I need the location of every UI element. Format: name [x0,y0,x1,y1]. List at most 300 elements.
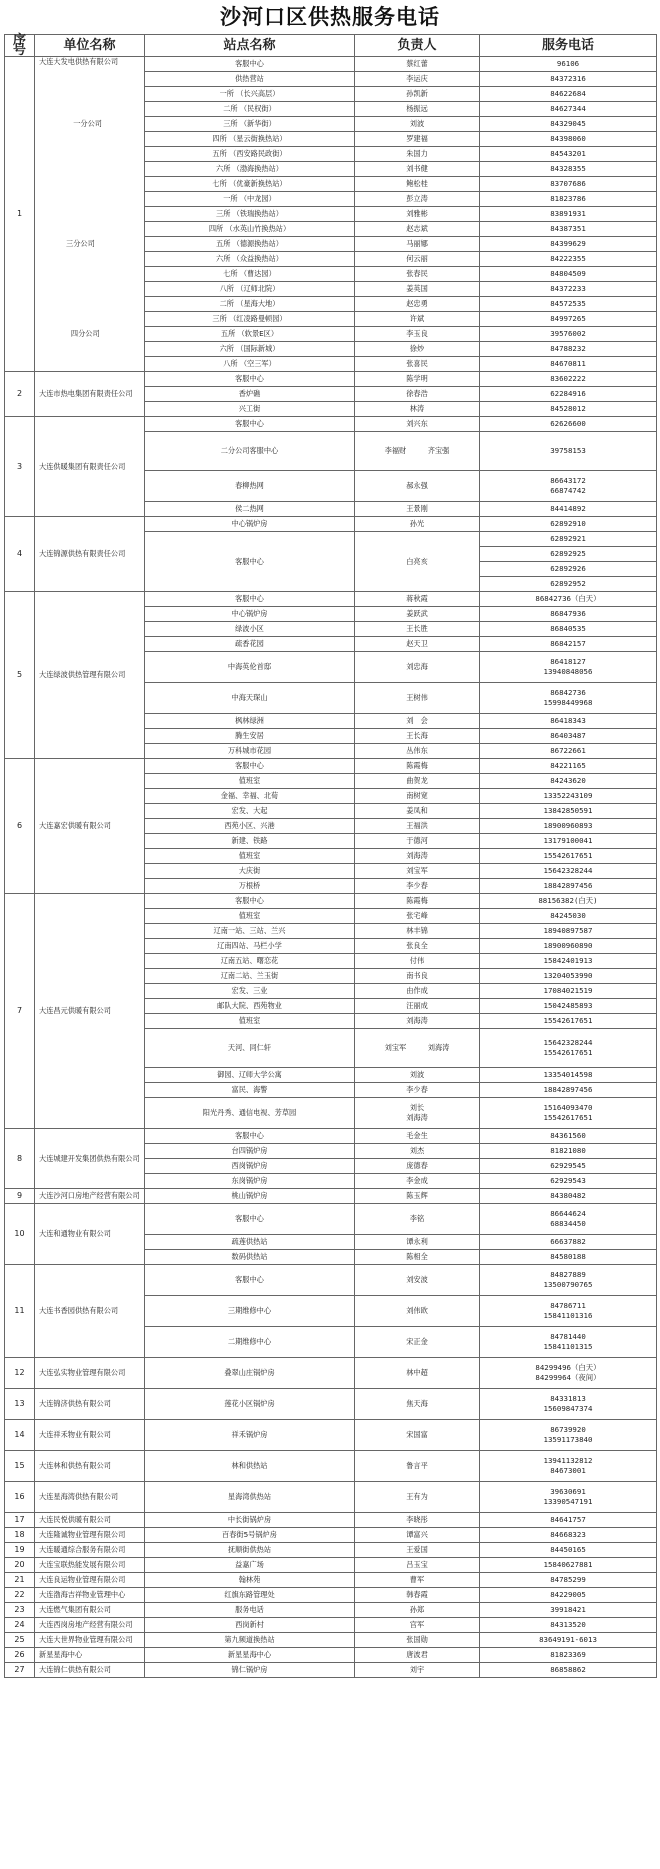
person-cell: 张喜民 [355,357,480,372]
station-cell: 疏香花园 [145,637,355,652]
station-cell: 六所 （渤海换热站） [145,162,355,177]
person-cell: 刘忠海 [355,652,480,683]
person-cell: 刘杰 [355,1144,480,1159]
phone-cell: 39918421 [480,1603,657,1618]
seq-cell: 22 [5,1588,35,1603]
phone-cell: 84786711 15841101316 [480,1296,657,1327]
org-cell: 大连沙河口房地产经营有限公司 [35,1189,145,1204]
table-row [5,517,657,532]
phone-cell: 62892925 [480,547,657,562]
station-cell: 天河、同仁轩 [145,1029,355,1068]
station-cell: 七所 （优豪新换热站） [145,177,355,192]
station-cell: 第九频道换热站 [145,1633,355,1648]
station-cell: 御园、辽师大学公寓 [145,1068,355,1083]
phone-cell: 15542617651 [480,849,657,864]
phone-cell: 84622684 [480,87,657,102]
org-cell: 大连锦仁供热有限公司 [35,1663,145,1678]
seq-cell: 24 [5,1618,35,1633]
branch-label: 一分公司 [73,119,102,129]
person-cell: 赵天卫 [355,637,480,652]
station-cell: 锦仁锅炉房 [145,1663,355,1678]
person-cell: 曲贺龙 [355,774,480,789]
station-cell: 红旗东路管理处 [145,1588,355,1603]
phone-cell: 83707686 [480,177,657,192]
phone-cell: 81821080 [480,1144,657,1159]
station-cell: 一分公司 三所 （新华街） [145,117,355,132]
phone-cell: 84398060 [480,132,657,147]
person-cell: 陈学明 [355,372,480,387]
org-cell: 大连隆诚物业管理有限公司 [35,1528,145,1543]
phone-cell: 86644624 68834450 [480,1204,657,1235]
station-cell: 五所 （西安路民政街） [145,147,355,162]
person-cell: 刘 会 [355,714,480,729]
station-cell: 辽南一站、三站、兰兴 [145,924,355,939]
station-cell: 叠翠山庄锅炉房 [145,1358,355,1389]
person-cell: 王有为 [355,1482,480,1513]
seq-cell: 1 [5,57,35,372]
person-cell: 刘安波 [355,1265,480,1296]
table-row [5,1265,657,1296]
phone-cell: 84229005 [480,1588,657,1603]
station-cell: 值班室 [145,909,355,924]
seq-cell: 4 [5,517,35,592]
station-cell: 西苑小区、兴港 [145,819,355,834]
seq-cell: 17 [5,1513,35,1528]
phone-cell: 13204053990 [480,969,657,984]
person-cell: 许斌 [355,312,480,327]
header-org: 单位名称 [35,35,145,57]
phone-cell: 84372233 [480,282,657,297]
phone-cell: 13179100041 [480,834,657,849]
phone-cell: 83602222 [480,372,657,387]
seq-cell: 7 [5,894,35,1129]
station-cell: 数码供热站 [145,1250,355,1265]
person-cell: 陈霞梅 [355,894,480,909]
phone-cell: 84997265 [480,312,657,327]
station-cell: 东岗锅炉房 [145,1174,355,1189]
table-row [5,1528,657,1543]
person-cell: 孙凯新 [355,87,480,102]
phone-cell: 84245030 [480,909,657,924]
phone-cell: 86418127 13940848056 [480,652,657,683]
person-cell: 李晓彤 [355,1513,480,1528]
station-cell: 宏发、三业 [145,984,355,999]
phone-cell: 62929545 [480,1159,657,1174]
table-row [5,1204,657,1235]
phone-cell: 84572535 [480,297,657,312]
person-cell: 刘海涛 [355,1014,480,1029]
person-cell: 王福洪 [355,819,480,834]
header-station: 站点名称 [145,35,355,57]
station-cell: 绿波小区 [145,622,355,637]
table-row [5,372,657,387]
person-cell: 王爱国 [355,1543,480,1558]
person-cell: 杨振远 [355,102,480,117]
person-cell: 付伟 [355,954,480,969]
person-cell: 姜凤和 [355,804,480,819]
phone-cell: 86847936 [480,607,657,622]
person-cell: 曹军 [355,1573,480,1588]
phone-cell: 84399629 [480,237,657,252]
seq-cell: 12 [5,1358,35,1389]
table-row [5,759,657,774]
seq-cell: 19 [5,1543,35,1558]
phone-cell: 39576002 [480,327,657,342]
station-cell: 客服中心 [145,1129,355,1144]
seq-cell: 5 [5,592,35,759]
station-cell: 莲花小区锅炉房 [145,1389,355,1420]
station-cell: 七所 （曹达园） [145,267,355,282]
station-cell: 兴工街 [145,402,355,417]
person-cell: 汪丽成 [355,999,480,1014]
phone-cell: 84543201 [480,147,657,162]
person-cell: 刘波 [355,1068,480,1083]
station-cell: 中海天琛山 [145,683,355,714]
org-cell: 大连市热电集团有限责任公司 [35,372,145,417]
station-cell: 辽南四站、马栏小学 [145,939,355,954]
seq-cell: 3 [5,417,35,517]
table-row [5,1633,657,1648]
person-cell: 鲁言平 [355,1451,480,1482]
org-cell: 大连昌元供暖有限公司 [35,894,145,1129]
phone-cell: 13941132812 84673001 [480,1451,657,1482]
phone-cell: 86739920 13591173840 [480,1420,657,1451]
person-cell: 张春民 [355,267,480,282]
table-row [5,1588,657,1603]
person-cell: 李玉良 [355,327,480,342]
org-cell: 大连宝联热能发展有限公司 [35,1558,145,1573]
phone-cell: 83891931 [480,207,657,222]
phone-cell: 62892910 [480,517,657,532]
phone-cell: 84641757 [480,1513,657,1528]
station-cell: 疏莲供热站 [145,1235,355,1250]
phone-cell: 39630691 13390547191 [480,1482,657,1513]
phone-cell: 62626600 [480,417,657,432]
person-cell: 由作成 [355,984,480,999]
station-cell: 客服中心 [145,1204,355,1235]
person-cell: 蒋秋霞 [355,592,480,607]
person-cell: 林中超 [355,1358,480,1389]
phone-cell: 84781440 15841101315 [480,1327,657,1358]
phone-cell: 84414892 [480,502,657,517]
phone-cell: 18940897587 [480,924,657,939]
person-cell: 李少春 [355,879,480,894]
person-cell: 孙光 [355,517,480,532]
seq-cell: 26 [5,1648,35,1663]
org-cell: 大连供暖集团有限责任公司 [35,417,145,517]
person-cell: 陈相全 [355,1250,480,1265]
phone-cell: 84361560 [480,1129,657,1144]
station-cell: 万根桥 [145,879,355,894]
seq-cell: 16 [5,1482,35,1513]
station-cell: 辽南五站、曙恋花 [145,954,355,969]
person-cell: 唐波君 [355,1648,480,1663]
person-cell: 何云丽 [355,252,480,267]
seq-cell: 15 [5,1451,35,1482]
station-cell: 服务电话 [145,1603,355,1618]
station-cell: 三所 （铁瑞换热站） [145,207,355,222]
person-cell: 吕玉宝 [355,1558,480,1573]
header-person: 负责人 [355,35,480,57]
person-cell: 宋正金 [355,1327,480,1358]
phone-cell: 86840535 [480,622,657,637]
phone-cell: 15642328244 15542617651 [480,1029,657,1068]
station-cell: 邮队大院、西苑物业 [145,999,355,1014]
person-cell: 白亮亥 [355,532,480,592]
phone-cell: 84580188 [480,1250,657,1265]
station-cell: 春柳热网 [145,471,355,502]
seq-cell: 9 [5,1189,35,1204]
station-cell: 宏发、大起 [145,804,355,819]
station-cell: 客服中心 [145,759,355,774]
phone-cell: 86418343 [480,714,657,729]
phone-cell: 15042485893 [480,999,657,1014]
page-title: 沙河口区供热服务电话 [220,4,440,29]
table-row [5,1189,657,1204]
person-cell: 庞德春 [355,1159,480,1174]
phone-cell: 62892926 [480,562,657,577]
person-cell: 孙郑 [355,1603,480,1618]
station-cell: 一所 （长兴高层） [145,87,355,102]
station-cell: 值班室 [145,849,355,864]
phone-cell: 13842850591 [480,804,657,819]
station-cell: 翰林苑 [145,1573,355,1588]
station-cell: 值班室 [145,1014,355,1029]
station-cell: 侯二热网 [145,502,355,517]
phone-cell: 86842736（白天） [480,592,657,607]
seq-cell: 23 [5,1603,35,1618]
phone-cell: 13354014598 [480,1068,657,1083]
person-cell: 赵志斌 [355,222,480,237]
org-cell: 大连书香园供热有限公司 [35,1265,145,1358]
person-cell: 毛金生 [355,1129,480,1144]
person-cell: 林涛 [355,402,480,417]
person-cell: 蔡红蕾 [355,57,480,72]
phone-cell: 84670811 [480,357,657,372]
person-cell: 王长海 [355,729,480,744]
station-cell: 桃山锅炉房 [145,1189,355,1204]
table-row [5,1573,657,1588]
person-cell: 陈玉辉 [355,1189,480,1204]
phone-cell: 86842736 15998449968 [480,683,657,714]
person-cell: 李少春 [355,1083,480,1098]
phone-cell: 66637882 [480,1235,657,1250]
station-cell: 大庆街 [145,864,355,879]
org-cell: 大连林和供热有限公司 [35,1451,145,1482]
phone-cell: 15164093470 15542617651 [480,1098,657,1129]
station-cell: 中心锅炉房 [145,607,355,622]
seq-cell: 13 [5,1389,35,1420]
table-row [5,1420,657,1451]
seq-cell: 25 [5,1633,35,1648]
person-cell: 马丽娜 [355,237,480,252]
phone-cell: 62929543 [480,1174,657,1189]
contact-table [4,34,657,1678]
station-cell: 四所 （星云街换热站） [145,132,355,147]
station-cell: 三所 （红凌路曼顿园） [145,312,355,327]
person-cell: 刘雅彬 [355,207,480,222]
phone-cell: 84331813 15609847374 [480,1389,657,1420]
phone-cell: 84221165 [480,759,657,774]
station-cell: 星海湾供热站 [145,1482,355,1513]
station-cell: 万科城市花园 [145,744,355,759]
phone-cell: 84243620 [480,774,657,789]
header-seq: 序号 [5,35,35,57]
station-cell: 客服中心 [145,372,355,387]
org-cell: 大连燃气集团有限公司 [35,1603,145,1618]
phone-cell: 84804509 [480,267,657,282]
header-row [5,35,657,57]
branch-label: 四分公司 [70,329,100,339]
station-cell: 抚顺街供热站 [145,1543,355,1558]
seq-cell: 21 [5,1573,35,1588]
person-cell: 南树宽 [355,789,480,804]
seq-cell: 11 [5,1265,35,1358]
phone-cell: 84450165 [480,1543,657,1558]
person-cell: 刘书健 [355,162,480,177]
station-cell: 二分公司客服中心 [145,432,355,471]
station-cell: 辽南二站、兰玉街 [145,969,355,984]
table-row [5,894,657,909]
station-cell: 枫林绿洲 [145,714,355,729]
person-cell: 李铭 [355,1204,480,1235]
table-row [5,1603,657,1618]
org-cell: 大连和通物业有限公司 [35,1204,145,1265]
station-cell: 四所 （水英山竹换热站） [145,222,355,237]
phone-cell: 13352243109 [480,789,657,804]
phone-cell: 62892921 [480,532,657,547]
phone-cell: 83649191-6013 [480,1633,657,1648]
person-cell: 赵忠勇 [355,297,480,312]
person-cell: 刘宇 [355,1663,480,1678]
org-cell: 大连民悦供暖有限公司 [35,1513,145,1528]
station-cell: 林和供热站 [145,1451,355,1482]
phone-cell: 84328355 [480,162,657,177]
station-cell: 一所 （中龙园） [145,192,355,207]
person-cell: 刘波 [355,117,480,132]
person-cell: 刘宝军 刘海涛 [355,1029,480,1068]
station-cell: 客服中心 [145,57,355,72]
person-cell: 宋国富 [355,1420,480,1451]
table-row [5,57,657,72]
phone-cell: 86403487 [480,729,657,744]
org-cell: 大连大世界物业管理有限公司 [35,1633,145,1648]
org-cell: 大连良运物业管理有限公司 [35,1573,145,1588]
table-row [5,1129,657,1144]
phone-cell: 81823786 [480,192,657,207]
person-cell: 张良全 [355,939,480,954]
person-cell: 韩春霞 [355,1588,480,1603]
table-row [5,1663,657,1678]
seq-cell: 10 [5,1204,35,1265]
phone-cell: 84387351 [480,222,657,237]
person-cell: 鲍松桂 [355,177,480,192]
phone-cell: 84668323 [480,1528,657,1543]
person-cell: 刘宝军 [355,864,480,879]
station-cell: 客服中心 [145,1265,355,1296]
station-cell: 六所 （国际新城） [145,342,355,357]
phone-cell: 15542617651 [480,1014,657,1029]
person-cell: 张国勋 [355,1633,480,1648]
station-cell: 八所 （空三军） [145,357,355,372]
phone-cell: 84329045 [480,117,657,132]
phone-cell: 84372316 [480,72,657,87]
table-row [5,1451,657,1482]
person-cell: 姜英国 [355,282,480,297]
station-cell: 新建、铁路 [145,834,355,849]
person-cell: 刘海涛 [355,849,480,864]
seq-cell: 18 [5,1528,35,1543]
phone-cell: 84788232 [480,342,657,357]
station-cell: 中长街锅炉房 [145,1513,355,1528]
phone-cell: 86722661 [480,744,657,759]
station-cell: 香炉礁 [145,387,355,402]
person-cell: 李福财 齐宝强 [355,432,480,471]
station-cell: 中心锅炉房 [145,517,355,532]
table-row [5,1543,657,1558]
station-cell: 六所 （众益换热站） [145,252,355,267]
phone-cell: 15840627881 [480,1558,657,1573]
phone-cell: 84313520 [480,1618,657,1633]
header-phone: 服务电话 [480,35,657,57]
seq-cell: 27 [5,1663,35,1678]
org-cell: 大连嘉宏供暖有限公司 [35,759,145,894]
phone-cell: 62284916 [480,387,657,402]
station-cell: 西岗新村 [145,1618,355,1633]
phone-cell: 15642328244 [480,864,657,879]
station-cell: 四分公司 五所 （软景E区） [145,327,355,342]
phone-cell: 96106 [480,57,657,72]
station-cell: 供热营站 [145,72,355,87]
phone-cell: 86643172 66874742 [480,471,657,502]
person-cell: 王长胜 [355,622,480,637]
station-cell: 腾生安居 [145,729,355,744]
phone-cell: 18900960893 [480,819,657,834]
phone-cell: 81823369 [480,1648,657,1663]
person-cell: 刘伟欧 [355,1296,480,1327]
station-cell: 祥禾锅炉房 [145,1420,355,1451]
table-row [5,1513,657,1528]
person-cell: 林丰锦 [355,924,480,939]
station-cell: 阳光丹秀、通信电视、芳草园 [145,1098,355,1129]
table-body [5,57,657,1678]
seq-cell: 8 [5,1129,35,1189]
station-cell: 富民、海警 [145,1083,355,1098]
phone-cell: 84827889 13500790765 [480,1265,657,1296]
phone-cell: 86842157 [480,637,657,652]
person-cell: 李运庆 [355,72,480,87]
phone-cell: 84380482 [480,1189,657,1204]
person-cell: 刘长 刘海涛 [355,1098,480,1129]
person-cell: 张宅峰 [355,909,480,924]
phone-cell: 62892952 [480,577,657,592]
station-cell: 二所 （民权街） [145,102,355,117]
phone-cell: 86858862 [480,1663,657,1678]
phone-cell: 88156382(白天) [480,894,657,909]
person-cell: 王景刚 [355,502,480,517]
phone-cell: 84299496（白天） 84299964（夜间） [480,1358,657,1389]
person-cell: 于德河 [355,834,480,849]
station-cell: 八所 （辽师北院） [145,282,355,297]
person-cell: 李金成 [355,1174,480,1189]
station-cell: 金福、幸福、北荀 [145,789,355,804]
org-cell: 大连弘实物业管理有限公司 [35,1358,145,1389]
org-cell: 大连城建开发集团供热有限公司 [35,1129,145,1189]
org-cell: 大连锦济供热有限公司 [35,1389,145,1420]
station-cell: 百春街5号锅炉房 [145,1528,355,1543]
org-cell: 大连祥禾物业有限公司 [35,1420,145,1451]
phone-cell: 15842401913 [480,954,657,969]
